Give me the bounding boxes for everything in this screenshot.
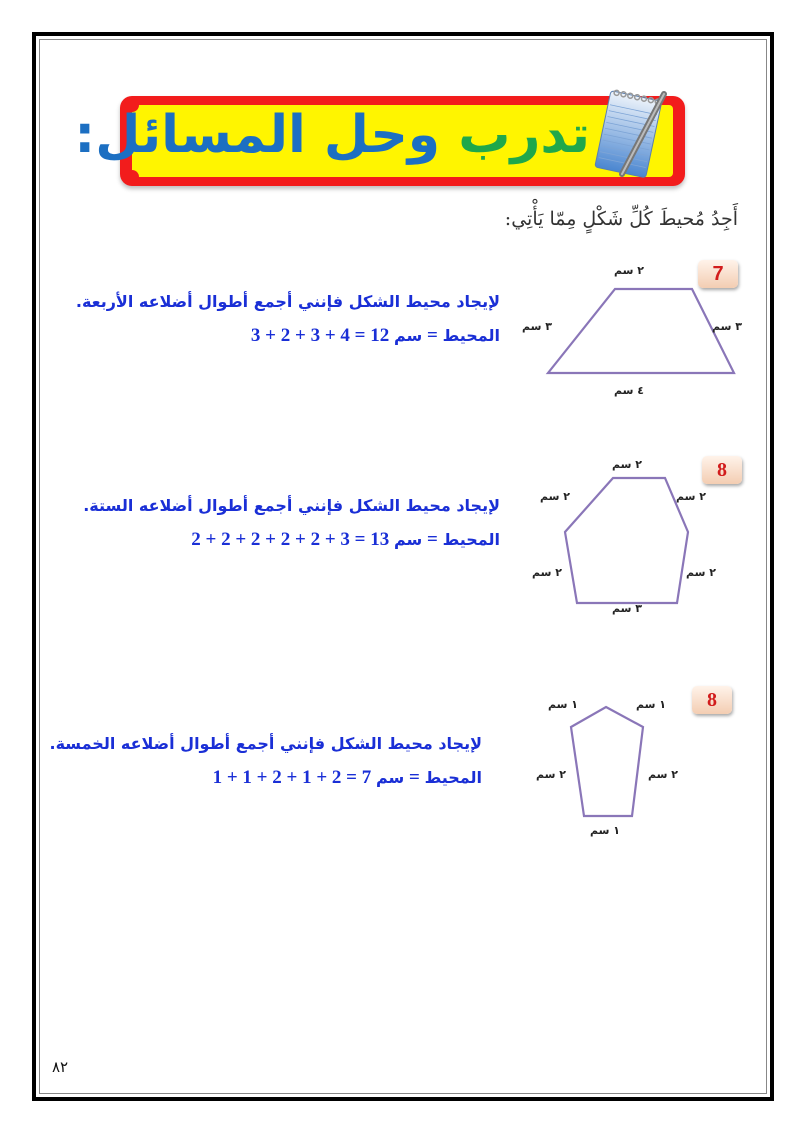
problem-explanation (76, 292, 500, 347)
side-label: ١ سم (548, 698, 578, 711)
banner-title-word2: وحل المسائل: (74, 105, 441, 165)
banner-corner-notch (125, 170, 139, 184)
perimeter-label: المحيط (424, 768, 482, 787)
side-label: ٢ سم (676, 490, 706, 503)
side-label: ٣ سم (612, 602, 642, 615)
problem-explanation (83, 496, 500, 551)
side-label: ٢ سم (614, 264, 644, 277)
unit-label: سم (375, 768, 405, 787)
pentagon-shape (540, 690, 680, 830)
perimeter-label: المحيط (442, 326, 500, 345)
side-label: ٣ سم (522, 320, 552, 333)
unit-label: سم (393, 326, 423, 345)
problem-number-badge: 8 (702, 456, 742, 484)
perimeter-equation (76, 325, 500, 347)
equation-text: 12 = 4 + 3 + 2 + 3 = (250, 325, 438, 346)
explanation-text: لإيجاد محيط الشكل فإنني أجمع أطوال أضلاعه الخمسة. (49, 734, 482, 753)
perimeter-label: المحيط (442, 530, 500, 549)
page-number: ٨٢ (52, 1058, 69, 1076)
equation-values (191, 529, 438, 550)
banner-title-word1: تدرب (458, 105, 590, 165)
equation-text: 13 = 3 + 2 + 2 + 2 + 2 + 2 = (191, 529, 438, 550)
problem-number-badge: 7 (698, 260, 738, 288)
equation-values (251, 325, 438, 346)
exercise-instruction: أَجِدُ مُحيطَ كُلِّ شَكْلٍ مِمّا يَأْتِي: (504, 208, 738, 230)
side-label: ١ سم (636, 698, 666, 711)
perimeter-equation (50, 767, 483, 789)
side-label: ٣ سم (712, 320, 742, 333)
side-label: ٢ سم (536, 768, 566, 781)
explanation-text: لإيجاد محيط الشكل فإنني أجمع أطوال أضلاعه الأربعة. (75, 292, 500, 311)
problem-number-badge: 8 (692, 686, 732, 714)
side-label: ٢ سم (686, 566, 716, 579)
side-label: ٢ سم (540, 490, 570, 503)
hexagon-shape (520, 460, 740, 620)
trapezoid-shape (520, 270, 740, 390)
side-label: ٤ سم (614, 384, 644, 397)
equation-text: 7 = 2 + 1 + 2 + 1 + 1 = (212, 767, 420, 788)
notepad-pencil-icon (592, 86, 672, 186)
side-label: ٢ سم (532, 566, 562, 579)
banner-title (74, 98, 590, 172)
unit-label: سم (393, 530, 423, 549)
explanation-text: لإيجاد محيط الشكل فإنني أجمع أطوال أضلاعه الستة. (83, 496, 500, 515)
equation-values (213, 767, 420, 788)
problem-explanation (50, 734, 483, 789)
side-label: ٢ سم (612, 458, 642, 471)
side-label: ٢ سم (648, 768, 678, 781)
perimeter-equation (83, 529, 500, 551)
side-label: ١ سم (590, 824, 620, 837)
